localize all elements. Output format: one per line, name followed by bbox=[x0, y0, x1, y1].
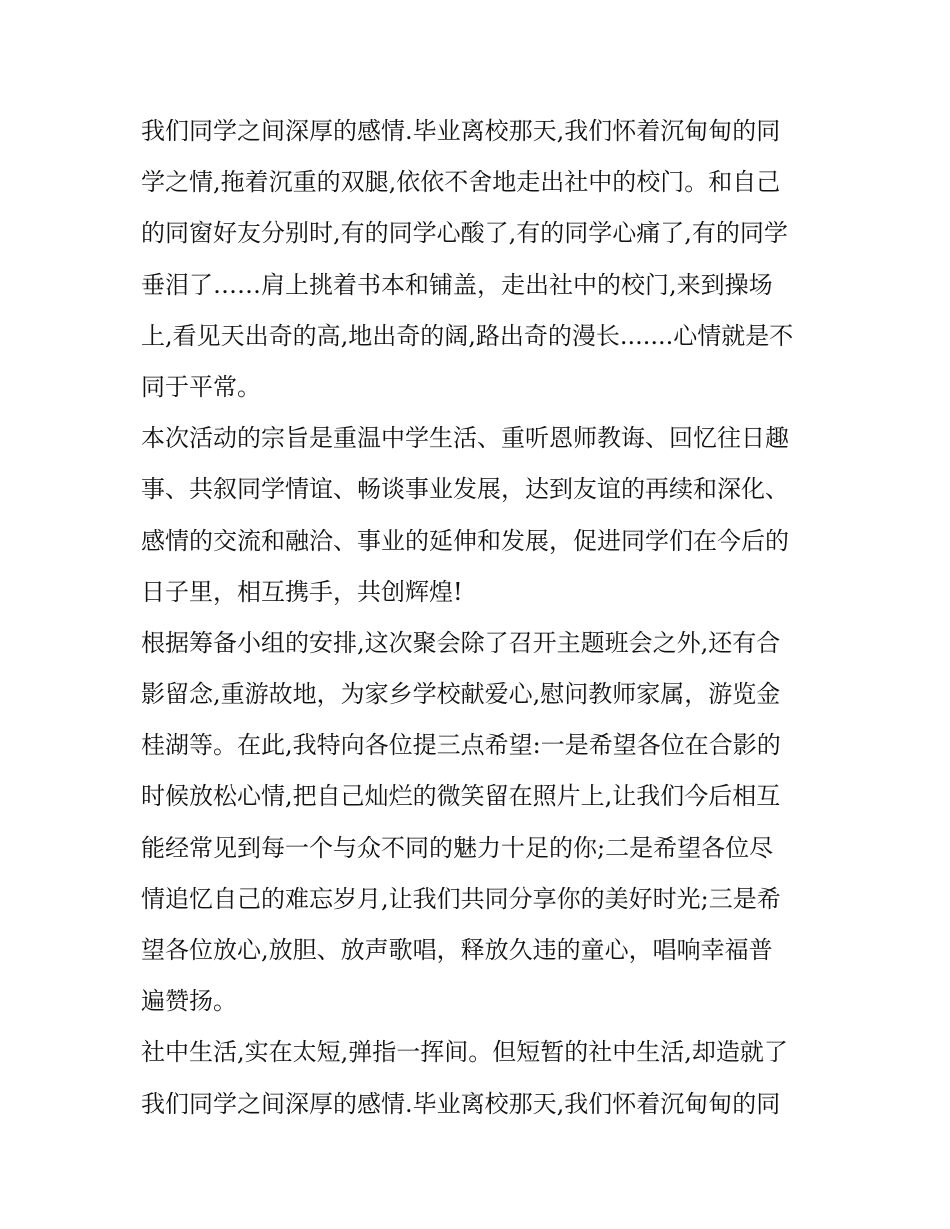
text-line: 同于平常。 bbox=[141, 372, 261, 401]
text-line: 本次活动的宗旨是重温中学生活、重听恩师教诲、回忆往日趣 bbox=[141, 424, 789, 453]
text-line: 遍赞扬。 bbox=[141, 987, 237, 1016]
text-line: 情追忆自己的难忘岁月,让我们共同分享你的美好时光;三是希 bbox=[141, 884, 781, 913]
text-line: 感情的交流和融洽、事业的延伸和发展，促进同学们在今后的 bbox=[141, 526, 789, 555]
text-line: 影留念,重游故地，为家乡学校献爱心,慰问教师家属，游览金 bbox=[141, 680, 781, 709]
text-line: 垂泪了……肩上挑着书本和铺盖，走出社中的校门,来到操场 bbox=[141, 270, 773, 299]
text-line: 上,看见天出奇的高,地出奇的阔,路出奇的漫长.......心情就是不 bbox=[141, 321, 794, 350]
text-line: 日子里，相互携手，共创辉煌! bbox=[141, 577, 463, 606]
document-body bbox=[141, 106, 821, 1130]
text-line: 我们同学之间深厚的感情.毕业离校那天,我们怀着沉甸甸的同 bbox=[141, 117, 781, 145]
text-line: 我们同学之间深厚的感情.毕业离校那天,我们怀着沉甸甸的同 bbox=[141, 1089, 781, 1118]
text-line: 桂湖等。在此,我特向各位提三点希望:一是希望各位在合影的 bbox=[141, 731, 781, 760]
text-line: 根据筹备小组的安排,这次聚会除了召开主题班会之外,还有合 bbox=[141, 628, 781, 657]
text-line: 的同窗好友分别时,有的同学心酸了,有的同学心痛了,有的同学 bbox=[141, 219, 788, 248]
text-line: 社中生活,实在太短,弹指一挥间。但短暂的社中生活,却造就了 bbox=[141, 1038, 788, 1067]
text-line: 能经常见到每一个与众不同的魅力十足的你;二是希望各位尽 bbox=[141, 833, 774, 862]
text-line: 望各位放心,放胆、放声歌唱，释放久违的童心，唱响幸福普 bbox=[141, 936, 773, 964]
text-line: 学之情,拖着沉重的双腿,依依不舍地走出社中的校门。和自己 bbox=[141, 168, 781, 197]
text-line: 事、共叙同学情谊、畅谈事业发展，达到友谊的再续和深化、 bbox=[141, 475, 789, 504]
text-line: 时候放松心情,把自己灿烂的微笑留在照片上,让我们今后相互 bbox=[141, 782, 781, 811]
